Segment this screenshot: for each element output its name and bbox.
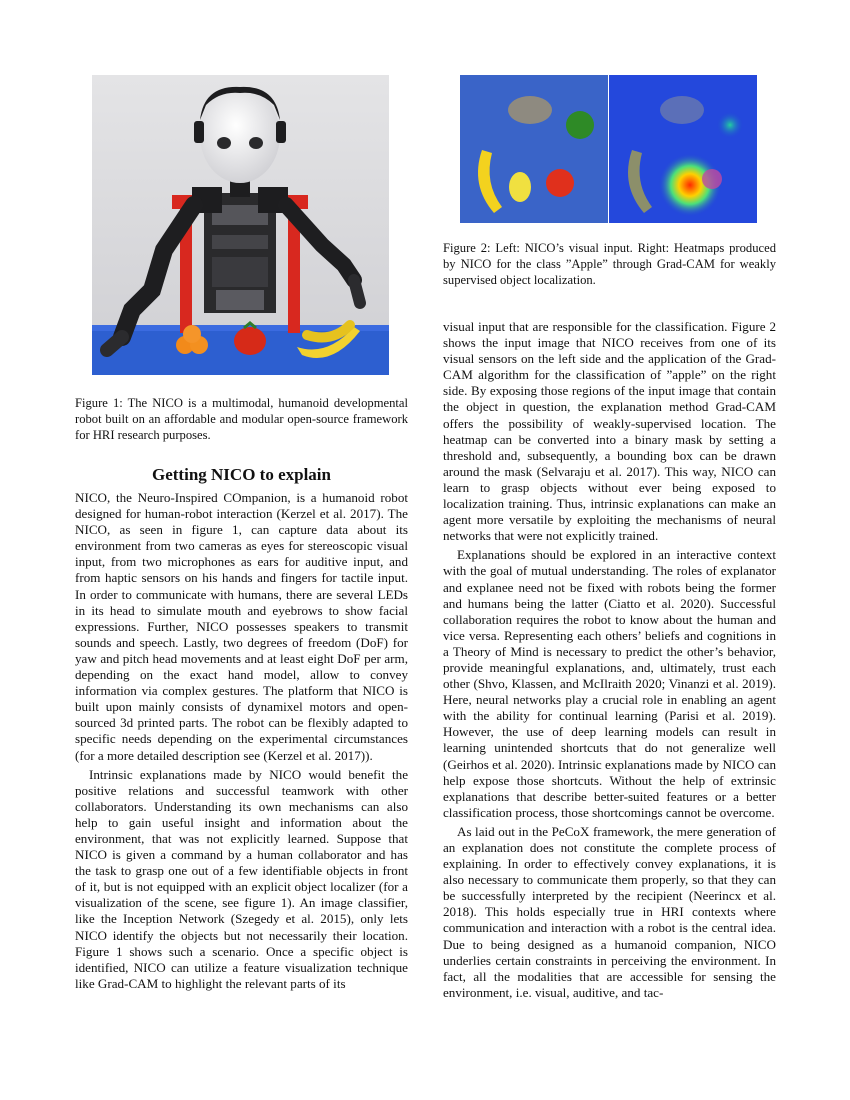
figure-1-nico-robot-image — [92, 75, 389, 375]
nico-robot-illustration — [92, 75, 389, 375]
grad-cam-heatmap-panel — [609, 75, 757, 223]
figure-2-caption: Figure 2: Left: NICO’s visual input. Right: Heatmaps produced by NICO for the class ”Apple” through Grad-CAM for weakly supervised object localization. — [443, 241, 776, 287]
paragraph-pecox-framework: As laid out in the PeCoX framework, the mere generation of an explanation does not constitute the complete process of explaining. In order to effectively convey explanations, it is also necessary to communicate them properly, so that they can be successfully interpreted by the recipient (Neerincx et al. 2018). This holds especially true in HRI contexts where communication and interaction with a robot is the central idea. Due to being designed as a humanoid companion, NICO underlies certain constraints in perceiving the environment. In fact, all the modalities that are accessible for sensing the environment, i.e. visual, auditive, and tac- — [443, 823, 776, 1000]
paragraph-interactive-context: Explanations should be explored in an interactive context with the goal of mutual understanding. The roles of explanator and explanee need not be fixed with robots being the former and humans being the latter (Ciatto et al. 2020). Successful collaboration requires the robot to know about the human and vice versa. Representing each others’ beliefs and cognitions in a Theory of Mind is necessary to predict the other’s behavior, provide meaningful explanations, and, ultimately, trust each other (Shvo, Klassen, and McIlraith 2020; Vinanzi et al. 2019). Here, neural networks play a crucial role in enabling an agent with the ability for continual learning (Parisi et al. 2019). However, the use of deep learning models can result in learning unintended shortcuts that do not generalize well (Geirhos et al. 2020). Intrinsic explanations made by NICO can help expose those shortcuts. Without the help of extrinsic explanations that describe better-suited features or a better classification process, those shortcomings cannot be overcome. — [443, 547, 776, 820]
paragraph-nico-intro: NICO, the Neuro-Inspired COmpanion, is a humanoid robot designed for human-robot interaction (Kerzel et al. 2017). The NICO, as seen in figure 1, can capture data about its environment from two cameras as eyes for stereoscopic visual input, from two microphones as ears for auditive input, and from haptic sensors on his hands and fingers for tactile input. In order to communicate with humans, there are several LEDs in its head to simulate mouth and eyebrows to show facial expressions. Further, NICO possesses speakers to transmit sounds and speech. Lastly, two degrees of freedom (DoF) for yaw and pitch head movements and at least eight DoF per arm, depending on the exact hand model, allow to convey information via complex gestures. The platform that NICO is built upon mainly consists of dynamixel motors and open-sourced 3d printed parts. The robot can be flexibly adapted to specific needs depending on the experimental circumstances (for a more detailed description see (Kerzel et al. 2017)). — [75, 490, 408, 763]
paragraph-grad-cam: visual input that are responsible for the classification. Figure 2 shows the input image that NICO receives from one of its visual sensors on the left side and the application of the Grad-CAM algorithm for the classification of ”apple” on the right side. By exposing those regions of the input image that contain the object in question, the explanation method Grad-CAM offers the possibility of weakly-supervised location. The heatmap can be converted into a binary mask by setting a threshold and, subsequently, a bounding box can be drawn around the mask (Selvaraju et al. 2017). This way, NICO can learn to grasp objects without ever being exposed to localization training. Thus, intrinsic explanations can make an agent more versatile by exploiting the mechanisms of neural networks that were not explicitly trained. — [443, 319, 776, 544]
figure-2-visual-input-and-heatmap — [460, 75, 757, 223]
left-body-text — [75, 490, 408, 992]
paragraph-intrinsic-explanations: Intrinsic explanations made by NICO would benefit the positive relations and successful teamwork with other collaborators. Understanding its own mechanisms can also help to gain useful insight and information about the environment, that was not explicitly learned. Suppose that NICO is given a command by a human collaborator and has the task to grasp one out of a few identifiable objects in front of it, but is not equipped with an explicit object localizer (for a visualization of the scene, see figure 1). An image classifier, like the Inception Network (Szegedy et al. 2015), only lets NICO identify the objects but not necessarily their location. Figure 1 shows such a scenario. Once a specific object is identified, NICO can utilize a feature visualization technique like Grad-CAM to highlight the relevant parts of its — [75, 766, 408, 991]
section-title: Getting NICO to explain — [152, 465, 331, 484]
visual-input-heatmap-illustration — [460, 75, 757, 223]
figure-1-caption: Figure 1: The NICO is a multimodal, humanoid developmental robot built on an affordable and modular open-source framework for HRI research purposes. — [75, 396, 408, 442]
right-body-text — [443, 319, 776, 1001]
visual-input-panel — [460, 75, 608, 223]
